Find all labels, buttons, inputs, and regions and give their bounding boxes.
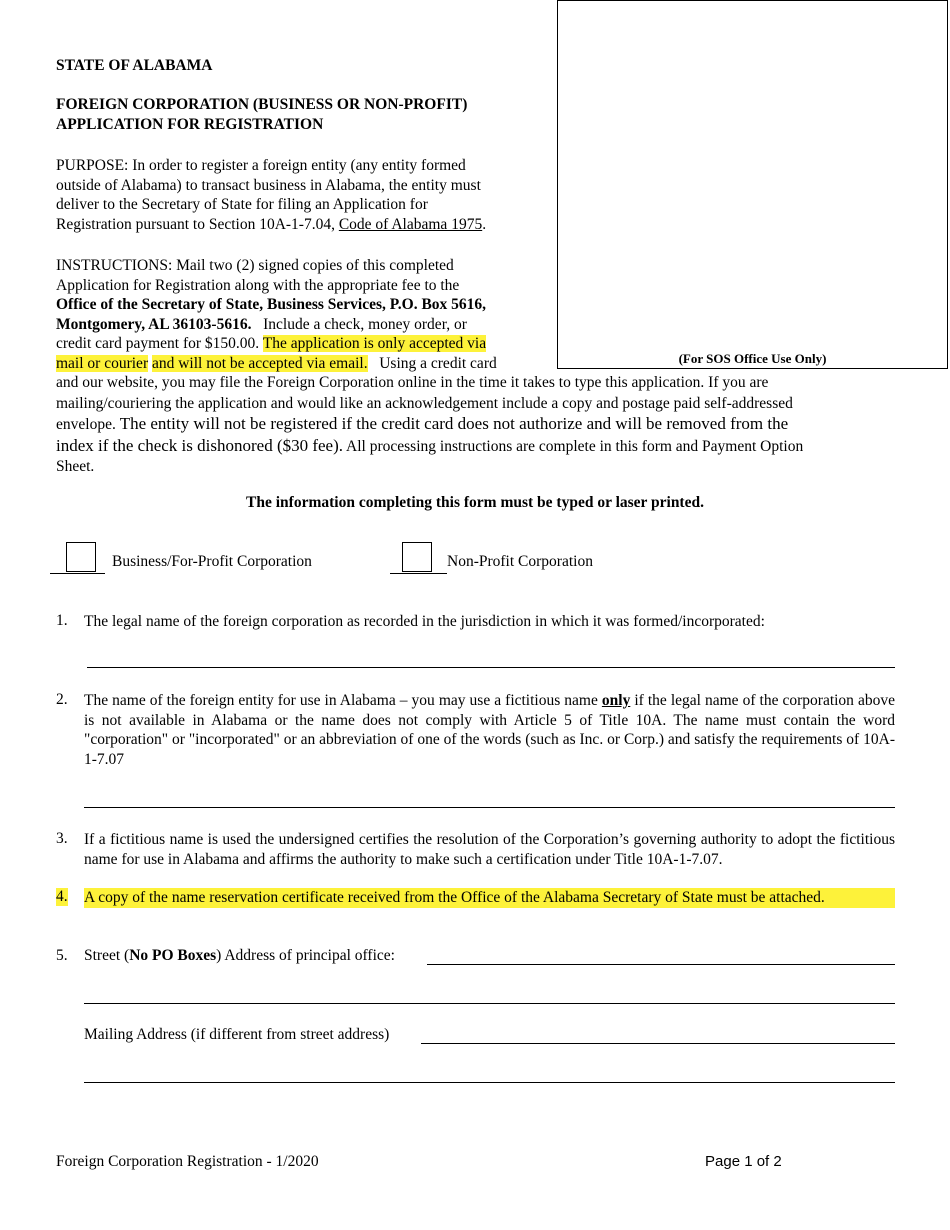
- no-email-highlight: and will not be accepted via email.: [151, 354, 368, 372]
- principal-office-label: [84, 947, 395, 965]
- state-heading: STATE OF ALABAMA: [56, 57, 213, 74]
- instructions-line: [56, 414, 896, 436]
- instructions-line: and our website, you may file the Foreign Corporation online in the time it takes to type this application. If you are: [56, 374, 769, 391]
- sos-office-use-box: [557, 0, 948, 369]
- legal-name-prompt: The legal name of the foreign corporation as recorded in the jurisdiction in which it was formed/incorporated:: [84, 613, 765, 630]
- purpose-line: PURPOSE: In order to register a foreign entity (any entity formed: [56, 157, 466, 174]
- footer-form-id: Foreign Corporation Registration - 1/2020: [56, 1153, 319, 1170]
- form-title-line2: APPLICATION FOR REGISTRATION: [56, 116, 324, 133]
- credit-card-warning: The entity will not be registered if the credit card does not authorize and will be removed from the: [119, 414, 789, 433]
- legal-name-field[interactable]: [87, 667, 895, 668]
- checkbox-underline: [50, 573, 105, 574]
- business-corporation-checkbox[interactable]: [66, 542, 96, 572]
- typed-or-printed-notice: The information completing this form must be typed or laser printed.: [246, 494, 704, 511]
- item-number: 5.: [56, 947, 68, 964]
- fee-text: credit card payment for $150.00.: [56, 335, 263, 353]
- item-text: if the legal name of the corporation above is not available in Alabama or the name does not comply with Article 5 of Title 10A. The name must contain the word "corporation" or "incorporated" or an abbreviation of one of the words (such as Inc. or Corp.) and satisfy the requirements of 10A-1-7.07: [84, 692, 895, 768]
- mailing-address-label: Mailing Address (if different from street address): [84, 1026, 390, 1043]
- purpose-text: .: [482, 215, 487, 233]
- page-number: Page 1 of 2: [705, 1153, 782, 1170]
- sos-office-use-label: (For SOS Office Use Only): [678, 351, 827, 366]
- item-text: Street (: [84, 947, 130, 964]
- nonprofit-corporation-label: Non-Profit Corporation: [447, 553, 593, 570]
- item-number: 1.: [56, 612, 68, 629]
- instructions-paragraph: [56, 256, 497, 374]
- purpose-line: outside of Alabama) to transact business in Alabama, the entity must: [56, 176, 481, 194]
- instructions-line: mailing/couriering the application and would like an acknowledgement include a copy and postage paid self-addressed: [56, 394, 793, 412]
- only-emphasis: only: [601, 692, 631, 709]
- principal-office-field[interactable]: [427, 964, 895, 965]
- item-text: ) Address of principal office:: [216, 947, 395, 964]
- item-text: The name of the foreign entity for use in Alabama – you may use a fictitious name: [84, 692, 602, 709]
- form-title-line1: FOREIGN CORPORATION (BUSINESS OR NON-PROFIT): [56, 96, 468, 113]
- instructions-line: [56, 334, 497, 354]
- instructions-text: All processing instructions are complete in this form and Payment Option: [343, 437, 804, 455]
- instructions-continuation: [56, 373, 896, 478]
- fictitious-name-certification: If a fictitious name is used the undersigned certifies the resolution of the Corporation’s governing authority to adopt the fictitious name for use in Alabama and affirms the authority to make such a certification under Title 10A-1-7.07.: [84, 831, 895, 868]
- mailing-address-field-line2[interactable]: [84, 1082, 895, 1083]
- item-number: 2.: [56, 691, 68, 708]
- no-po-boxes: No PO Boxes: [129, 947, 217, 964]
- instructions-line: [56, 315, 497, 335]
- instructions-line: Sheet.: [56, 458, 95, 475]
- instructions-text: Include a check, money order, or: [251, 315, 467, 333]
- item-number: 3.: [56, 830, 68, 847]
- alabama-name-prompt: [84, 691, 895, 769]
- purpose-line: [56, 215, 486, 235]
- purpose-paragraph: [56, 156, 486, 234]
- instructions-line: [56, 436, 896, 458]
- instructions-line: INSTRUCTIONS: Mail two (2) signed copies of this completed: [56, 257, 454, 274]
- instructions-line: [56, 354, 497, 374]
- item-number: 4.: [56, 888, 68, 905]
- alabama-name-field[interactable]: [84, 807, 895, 808]
- mail-only-highlight: mail or courier: [56, 354, 149, 372]
- mailing-city-zip: Montgomery, AL 36103-5616.: [56, 315, 252, 333]
- instructions-text: Using a credit card: [367, 354, 497, 372]
- instructions-line: Application for Registration along with the appropriate fee to the: [56, 276, 460, 294]
- purpose-line: deliver to the Secretary of State for filing an Application for: [56, 196, 428, 214]
- code-of-alabama-reference: Code of Alabama 1975: [338, 215, 483, 233]
- mail-only-highlight: The application is only accepted via: [262, 335, 487, 353]
- business-corporation-label: Business/For-Profit Corporation: [112, 553, 312, 570]
- principal-office-field-line2[interactable]: [84, 1003, 895, 1004]
- checkbox-underline: [390, 573, 447, 574]
- item-text: A copy of the name reservation certificate received from the Office of the Alabama Secretary of State must be attached.: [84, 889, 825, 906]
- dishonored-check-warning: index if the check is dishonored ($30 fee).: [56, 435, 344, 455]
- mailing-office-address: Office of the Secretary of State, Business Services, P.O. Box 5616,: [56, 296, 487, 314]
- name-reservation-requirement: [84, 888, 895, 908]
- instructions-text: envelope.: [56, 416, 120, 433]
- mailing-address-field[interactable]: [421, 1043, 895, 1044]
- nonprofit-corporation-checkbox[interactable]: [402, 542, 432, 572]
- purpose-text: Registration pursuant to Section 10A-1-7.04,: [56, 215, 339, 233]
